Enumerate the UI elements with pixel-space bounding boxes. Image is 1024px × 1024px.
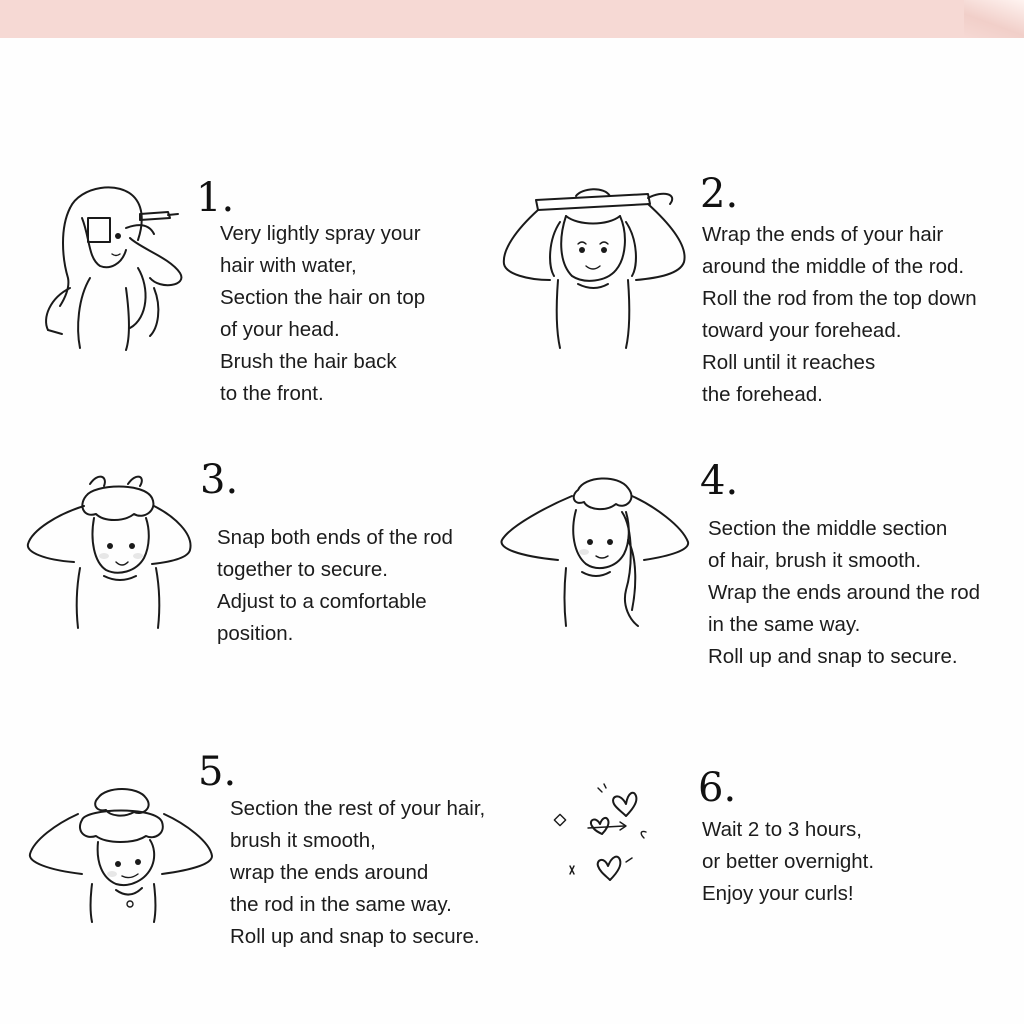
step-instructions — [702, 814, 874, 910]
instruction-line: brush it smooth, — [230, 829, 376, 852]
instruction-line: Snap both ends of the rod — [217, 526, 453, 549]
instruction-line: to the front. — [220, 382, 324, 405]
instruction-line: Roll the rod from the top down — [702, 287, 977, 310]
girl-rolling-rod-icon — [498, 180, 690, 350]
instruction-line: Section the rest of your hair, — [230, 797, 486, 820]
instruction-line: Adjust to a comfortable — [217, 590, 427, 613]
step-instructions — [217, 522, 453, 650]
step-instructions — [230, 793, 485, 953]
step-number: 1. — [196, 175, 235, 221]
instruction-line: Roll until it reaches — [702, 351, 876, 374]
instruction-line: Section the middle section — [708, 517, 948, 540]
instruction-line: Wait 2 to 3 hours, — [702, 818, 862, 841]
step-number: 2. — [700, 171, 739, 217]
instruction-line: together to secure. — [217, 558, 388, 581]
instruction-line: Very lightly spray your — [220, 222, 421, 245]
instruction-line: Enjoy your curls! — [702, 882, 854, 905]
instruction-line: of your head. — [220, 318, 340, 341]
instruction-line: the forehead. — [702, 383, 823, 406]
instruction-line: Brush the hair back — [220, 350, 397, 373]
top-band-corner — [964, 0, 1024, 38]
girl-snapping-rod-icon — [24, 470, 200, 630]
instruction-line: Section the hair on top — [220, 286, 426, 309]
instruction-line: Roll up and snap to secure. — [708, 645, 958, 668]
step-instructions — [708, 513, 980, 673]
step-number: 6. — [698, 765, 737, 811]
instruction-line: wrap the ends around — [230, 861, 429, 884]
girl-rest-section-icon — [26, 784, 216, 924]
step-number: 4. — [700, 458, 739, 504]
instruction-line: Wrap the ends of your hair — [702, 223, 944, 246]
instruction-line: position. — [217, 622, 294, 645]
instruction-line: Roll up and snap to secure. — [230, 925, 480, 948]
instruction-line: Wrap the ends around the rod — [708, 581, 980, 604]
instruction-line: hair with water, — [220, 254, 357, 277]
hearts-doodle-icon — [548, 776, 660, 888]
instruction-line: or better overnight. — [702, 850, 875, 873]
step-number: 3. — [200, 457, 239, 503]
step-number: 5. — [198, 749, 237, 795]
instruction-line: the rod in the same way. — [230, 893, 452, 916]
top-decorative-band — [0, 0, 1024, 38]
instruction-line: toward your forehead. — [702, 319, 902, 342]
instruction-line: of hair, brush it smooth. — [708, 549, 922, 572]
instruction-line: in the same way. — [708, 613, 861, 636]
girl-spraying-hair-icon — [30, 178, 200, 356]
instruction-line: around the middle of the rod. — [702, 255, 965, 278]
step-instructions — [702, 219, 977, 411]
step-instructions — [220, 218, 425, 410]
girl-middle-section-icon — [498, 470, 692, 628]
